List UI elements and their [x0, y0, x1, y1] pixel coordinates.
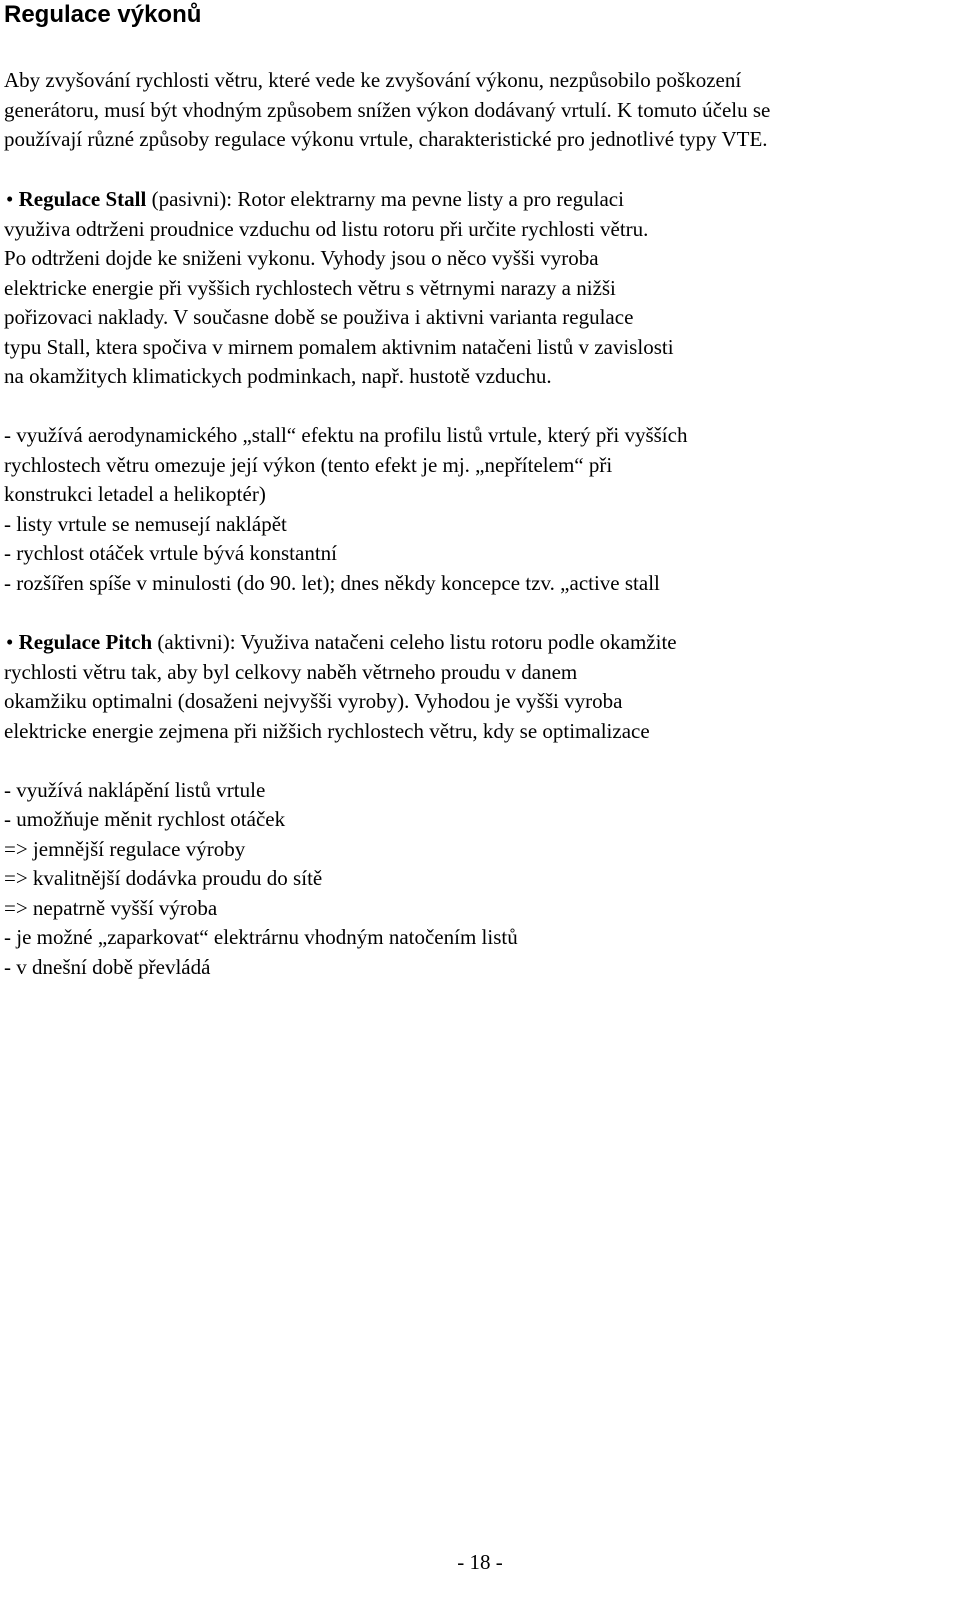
- pitch-first-line: [6, 627, 677, 657]
- page-title: Regulace výkonů: [4, 1, 202, 28]
- stall-point: - využívá aerodynamického „stall“ efektu na profilu listů vrtule, který při vyšších: [4, 423, 688, 447]
- pitch-heading: Regulace Pitch: [18, 630, 153, 654]
- pitch-point: => nepatrně vyšší výroba: [4, 896, 218, 920]
- stall-point: rychlostech větru omezuje její výkon (tento efekt je mj. „nepřítelem“ při: [4, 453, 613, 477]
- stall-point: - listy vrtule se nemusejí naklápět: [4, 512, 287, 536]
- stall-point: - rozšířen spíše v minulosti (do 90. let); dnes někdy koncepce tzv. „active stall: [4, 571, 660, 595]
- page-number: - 18 -: [457, 1550, 503, 1574]
- stall-line: Po odtrženi dojde ke sniženi vykonu. Vyhody jsou o něco vyšši vyroba: [4, 246, 599, 270]
- pitch-line: rychlosti větru tak, aby byl celkovy naběh větrneho proudu v danem: [4, 660, 578, 684]
- pitch-point: - využívá naklápění listů vrtule: [4, 778, 266, 802]
- stall-point: - rychlost otáček vrtule bývá konstantní: [4, 541, 337, 565]
- stall-line: na okamžitych klimatickych podminkach, např. hustotě vzduchu.: [4, 364, 552, 388]
- pitch-first-line-text: (aktivni): Využiva natačeni celeho listu rotoru podle okamžite: [152, 630, 677, 654]
- stall-line: elektricke energie při vyššich rychlostech větru s větrnymi narazy a nižši: [4, 276, 616, 300]
- stall-line: využiva odtrženi proudnice vzduchu od listu rotoru při určite rychlosti větru.: [4, 217, 649, 241]
- stall-first-line-text: (pasivni): Rotor elektrarny ma pevne listy a pro regulaci: [146, 187, 624, 211]
- intro-line: používají různé způsoby regulace výkonu vrtule, charakteristické pro jednotlivé typy VTE.: [4, 127, 768, 151]
- pitch-line: okamžiku optimalni (dosaženi nejvyšši vyroby). Vyhodou je vyšši vyroba: [4, 689, 623, 713]
- pitch-point: - v dnešní době převládá: [4, 955, 211, 979]
- stall-point: konstrukci letadel a helikoptér): [4, 482, 266, 506]
- stall-first-line: [6, 184, 624, 214]
- stall-line: pořizovaci naklady. V současne době se použiva i aktivni varianta regulace: [4, 305, 634, 329]
- intro-line: generátoru, musí být vhodným způsobem snížen výkon dodávaný vrtulí. K tomuto účelu se: [4, 98, 771, 122]
- pitch-line: elektricke energie zejmena při nižšich rychlostech větru, kdy se optimalizace: [4, 719, 650, 743]
- bullet-icon: •: [6, 630, 14, 654]
- stall-line: typu Stall, ktera spočiva v mirnem pomalem aktivnim natačeni listů v zavislosti: [4, 335, 674, 359]
- bullet-icon: •: [6, 187, 14, 211]
- pitch-point: - umožňuje měnit rychlost otáček: [4, 807, 286, 831]
- pitch-point: => kvalitnější dodávka proudu do sítě: [4, 866, 323, 890]
- pitch-point: - je možné „zaparkovat“ elektrárnu vhodným natočením listů: [4, 925, 518, 949]
- intro-line: Aby zvyšování rychlosti větru, které vede ke zvyšování výkonu, nezpůsobilo poškození: [4, 68, 742, 92]
- stall-heading: Regulace Stall: [18, 187, 147, 211]
- pitch-point: => jemnější regulace výroby: [4, 837, 246, 861]
